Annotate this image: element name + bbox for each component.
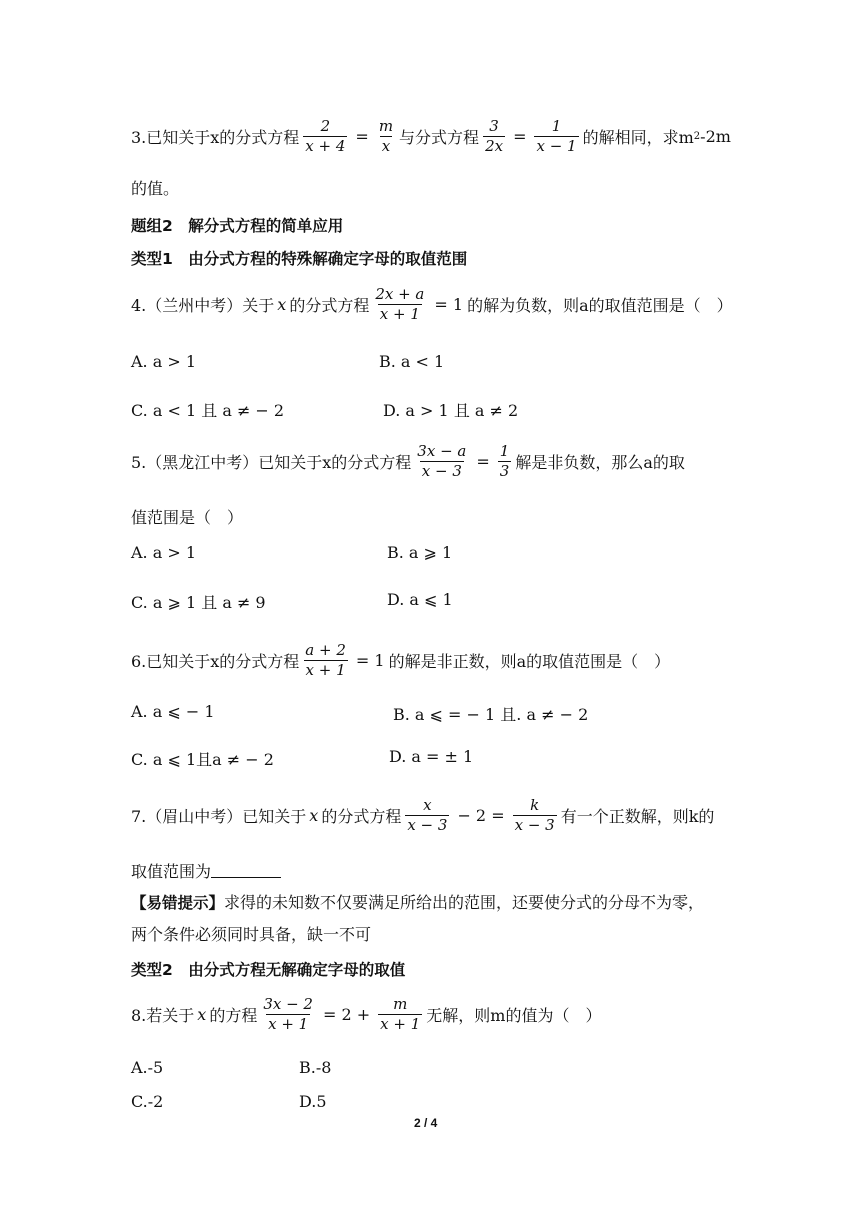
q8-eq2: = 2 + [322, 1005, 371, 1024]
q5-suffix: 解是非负数，那么a的取 [515, 453, 685, 472]
q5-f-num: 3x − a [417, 442, 467, 460]
q6-f-num: a + 2 [305, 641, 346, 659]
q8-f2-den: x + 1 [380, 1015, 421, 1033]
q5-prefix: 5.（黑龙江中考）已知关于x的分式方程 [131, 453, 412, 472]
q4-fraction [373, 286, 426, 323]
q5-option-c: C. a ⩾ 1 且 a ≠ 9 [131, 593, 266, 612]
q7-minus2: − 2 = [457, 806, 505, 825]
q6-f-den: x + 1 [305, 661, 346, 679]
q4-var: x [277, 295, 287, 314]
q4-line [131, 286, 733, 323]
type1-title: 类型1 由分式方程的特殊解确定字母的取值范围 [131, 250, 468, 268]
q7-mid: 的分式方程 [321, 807, 402, 826]
q3-f4-num: 1 [551, 117, 562, 135]
q8-fraction-2 [378, 996, 422, 1033]
q3-f2-num: m [378, 117, 394, 135]
q3-line1: 3.已知关于x的分式方程 $\frac{2}{x + 4}$ = $\frac{m}{x}$ 与分式方程 $\frac{3}{2x}$ = $\frac{1}{x - 1}$ 的解相同，求m 2 -2m [131, 117, 731, 155]
q7-f2-den: x − 3 [514, 816, 555, 834]
q6-option-c: C. a ⩽ 1且a ≠ − 2 [131, 750, 274, 769]
q8-option-a: A.-5 [131, 1058, 164, 1077]
type2-title: 类型2 由分式方程无解确定字母的取值 [131, 961, 406, 979]
q5-option-b: B. a ⩾ 1 [387, 543, 453, 562]
group2-title: 题组2 解分式方程的简单应用 [131, 217, 344, 235]
q4-prefix: 4.（兰州中考）关于 [131, 296, 275, 315]
q7-f2-num: k [530, 796, 540, 814]
q4-rhs: = 1 [434, 295, 464, 314]
q6-rhs: = 1 [355, 651, 385, 670]
q7-f1-num: x [423, 796, 432, 814]
q7-fraction-1 [405, 797, 449, 834]
q8-option-c: C.-2 [131, 1092, 164, 1111]
q3-f1-den: x + 4 [305, 137, 346, 155]
q6-suffix: 的解是非正数，则a的取值范围是（ ） [388, 652, 671, 671]
q3-prefix: 3.已知关于x的分式方程 [131, 128, 300, 147]
q5-line1 [131, 443, 685, 480]
q3-f3-num: 3 [489, 117, 499, 135]
q8-f2-num: m [393, 995, 408, 1013]
q4-option-b: B. a < 1 [379, 352, 445, 371]
q3-fraction-2 [377, 118, 395, 155]
q8-var: x [197, 1005, 207, 1024]
q8-f1-den: x + 1 [268, 1015, 309, 1033]
q7-suffix: 有一个正数解，则k的 [560, 807, 715, 826]
q4-suffix: 的解为负数，则a的取值范围是（ ） [467, 296, 733, 315]
q5-line2: 值范围是（ ） [131, 508, 244, 527]
q8-prefix: 8.若关于 [131, 1006, 195, 1025]
q8-suffix: 无解，则m的值为（ ） [426, 1006, 602, 1025]
q8-mid: 的方程 [209, 1006, 258, 1025]
q4-option-d: D. a > 1 且 a ≠ 2 [383, 401, 519, 420]
q7-fraction-2 [513, 797, 557, 834]
q7-line1 [131, 797, 714, 834]
q8-line [131, 996, 601, 1033]
tip-line1 [131, 890, 704, 913]
q7-f1-den: x − 3 [407, 816, 448, 834]
q3-suffix-b: -2m [700, 127, 731, 146]
q3-fraction-1 [303, 118, 347, 155]
q5-r-den: 3 [499, 462, 510, 480]
tip-text1: 求得的未知数不仅要满足所给出的范围，还要使分式的分母不为零， [224, 893, 705, 912]
q7-line2 [131, 859, 281, 882]
q5-option-a: A. a > 1 [131, 543, 197, 562]
q5-f-den: x − 3 [421, 462, 462, 480]
q3-f3-den: 2x [485, 137, 504, 155]
q4-option-a: A. a > 1 [131, 352, 197, 371]
q3-fraction-3 [483, 118, 505, 155]
q6-fraction [303, 642, 348, 679]
q8-f1-num: 3x − 2 [263, 995, 313, 1013]
q6-option-d: D. a = ± 1 [389, 747, 474, 766]
q8-option-b: B.-8 [299, 1058, 332, 1077]
q3-mid: 与分式方程 [399, 128, 480, 147]
q3-eq: = [355, 127, 369, 146]
q5-fraction [415, 443, 468, 480]
q7-var: x [309, 806, 319, 825]
q3-suffix-a: 的解相同，求m [582, 128, 694, 147]
q6-prefix: 6.已知关于x的分式方程 [131, 652, 300, 671]
q6-option-a: A. a ⩽ − 1 [131, 702, 215, 721]
q7-prefix: 7.（眉山中考）已知关于 [131, 807, 307, 826]
q3-f4-den: x − 1 [536, 137, 577, 155]
q3-fraction-4 [534, 118, 578, 155]
q7-line2-text: 取值范围为 [131, 862, 212, 881]
q8-option-d: D.5 [299, 1092, 327, 1111]
q5-option-d: D. a ⩽ 1 [387, 590, 453, 609]
tip-line2: 两个条件必须同时具备，缺一不可 [131, 925, 372, 944]
q4-f-den: x + 1 [379, 305, 420, 323]
page-number: 2 / 4 [414, 1116, 438, 1130]
q3-f2-den: x [381, 137, 391, 155]
q5-r-num: 1 [499, 442, 510, 460]
tip-label: 【易错提示】 [131, 893, 225, 912]
q3-line2: 的值。 [131, 179, 180, 198]
q4-option-c: C. a < 1 且 a ≠ − 2 [131, 401, 285, 420]
q4-f-num: 2x + a [375, 285, 425, 303]
q3-eq-2: = [513, 127, 527, 146]
q4-mid: 的分式方程 [289, 296, 370, 315]
q5-fraction-rhs [498, 443, 512, 480]
q3-f1-num: 2 [320, 117, 331, 135]
q6-line [131, 642, 670, 679]
q6-option-b: B. a ⩽ = − 1 且. a ≠ − 2 [393, 705, 589, 724]
q7-answer-blank[interactable] [211, 863, 281, 878]
q5-eq: = [476, 452, 490, 471]
q8-fraction-1 [261, 996, 315, 1033]
